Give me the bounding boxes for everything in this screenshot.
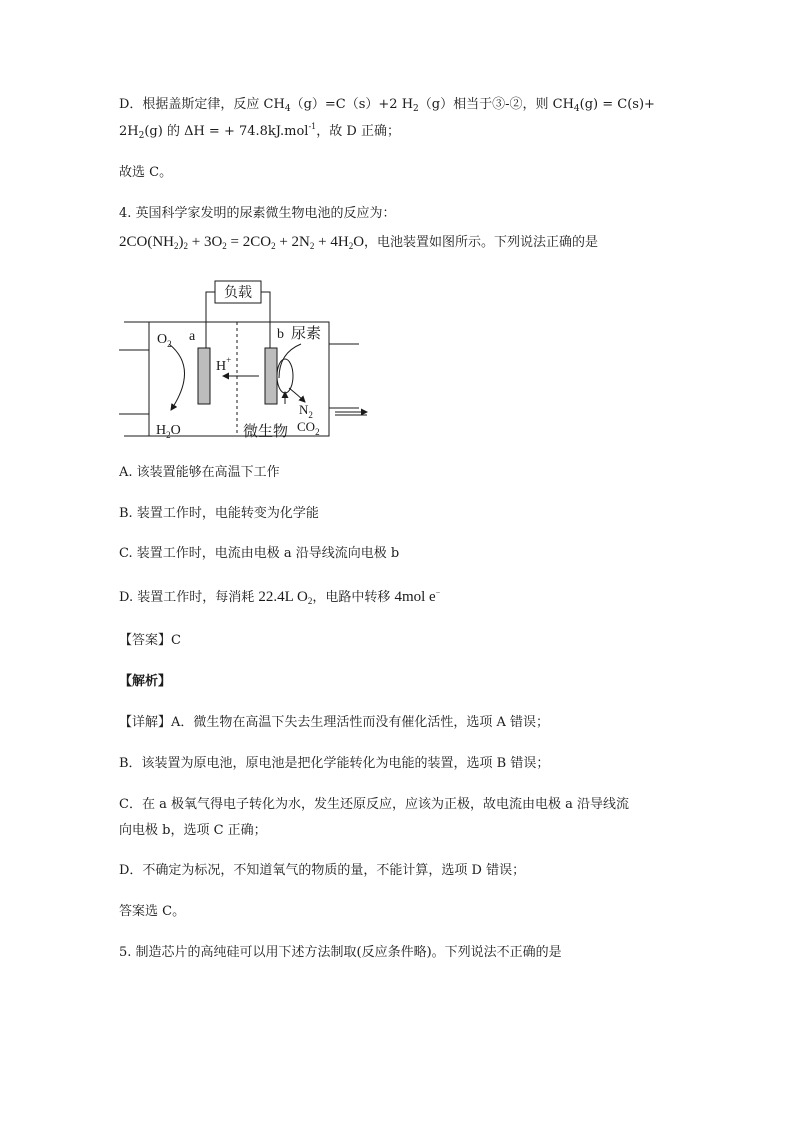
o2-reduction-arrow: [169, 344, 185, 410]
electrode-b: [265, 348, 277, 404]
question-4-equation: $2CO(NH_2)_2 + 3O_2 = 2CO_2 + 2N_2 + 4H_2O$，电池装置如图所示。下列说法正确的是: [119, 234, 599, 251]
option-d: D. 装置工作时，每消耗 22.4L $O_2$，电路中转移 4mol e−: [119, 588, 441, 606]
urea-microbial-cell-diagram: [119, 278, 379, 448]
wire-a: [206, 292, 215, 348]
electrode-a-label: a: [189, 329, 196, 344]
option-a: A. 该装置能够在高温下工作: [119, 465, 280, 480]
o2-volume: 22.4L $O_2$: [258, 589, 313, 606]
electron-amount: 4mol e−: [394, 588, 441, 605]
previous-option-d-line1: D．根据盖斯定律，反应 $CH_4(g)=C(s)+2$ $H_2(g)$相当于③-②，则 $CH_4(g) = C(s)+$: [119, 97, 655, 114]
answer-label: 【答案】C: [119, 633, 181, 648]
detail-c-line1: C．在 a 极氧气得电子转化为水，发生还原反应，应该为正极，故电流由电极 a 沿导线流: [119, 797, 629, 812]
h2o-label: $H_2O$: [156, 423, 181, 440]
n2-label: $N_2$: [299, 402, 313, 420]
option-b: B. 装置工作时，电能转变为化学能: [119, 506, 319, 521]
load-label: 负载: [224, 286, 252, 301]
detail-b: B．该装置为原电池，原电池是把化学能转化为电能的装置，选项 B 错误；: [119, 756, 550, 771]
option-c: C. 装置工作时，电流由电极 a 沿导线流向电极 b: [119, 546, 400, 561]
urea-inflow-curve: [279, 344, 301, 378]
urea-label: 尿素: [291, 326, 322, 342]
detail-a: 【详解】A．微生物在高温下失去生理活性而没有催化活性，选项 A 错误；: [119, 715, 550, 730]
detail-d: D．不确定为标况，不知道氧气的物质的量，不能计算，选项 D 错误；: [119, 863, 526, 878]
final-answer: 答案选 C。: [119, 904, 186, 919]
electrode-a: [198, 348, 210, 404]
urea-reaction-equation: $2CO(NH_2)_2 + 3O_2 = 2CO_2 + 2N_2 + 4H_2O$: [119, 234, 365, 251]
previous-answer: 故选 C。: [119, 165, 173, 180]
previous-option-d-line2: $2H_2(g)$ 的 ΔH = + 74.8kJ.mol$^{-1}$，故 D 正确；: [119, 122, 400, 141]
o2-label: $O_2$: [157, 332, 172, 349]
detail-c-line2: 向电极 b，选项 C 正确；: [119, 823, 267, 838]
analysis-label: 【解析】: [119, 674, 172, 689]
co2-label: $CO_2$: [297, 419, 320, 437]
question-4-stem: 4. 英国科学家发明的尿素微生物电池的反应为：: [119, 206, 396, 221]
products-arrow: [289, 388, 305, 402]
microbe-label: 微生物: [243, 424, 289, 440]
h-plus-label: H+: [216, 355, 232, 374]
electrode-b-label: b: [277, 327, 284, 342]
wire-b: [261, 292, 270, 348]
question-5-stem: 5. 制造芯片的高纯硅可以用下述方法制取(反应条件略)。下列说法不正确的是: [119, 945, 562, 960]
